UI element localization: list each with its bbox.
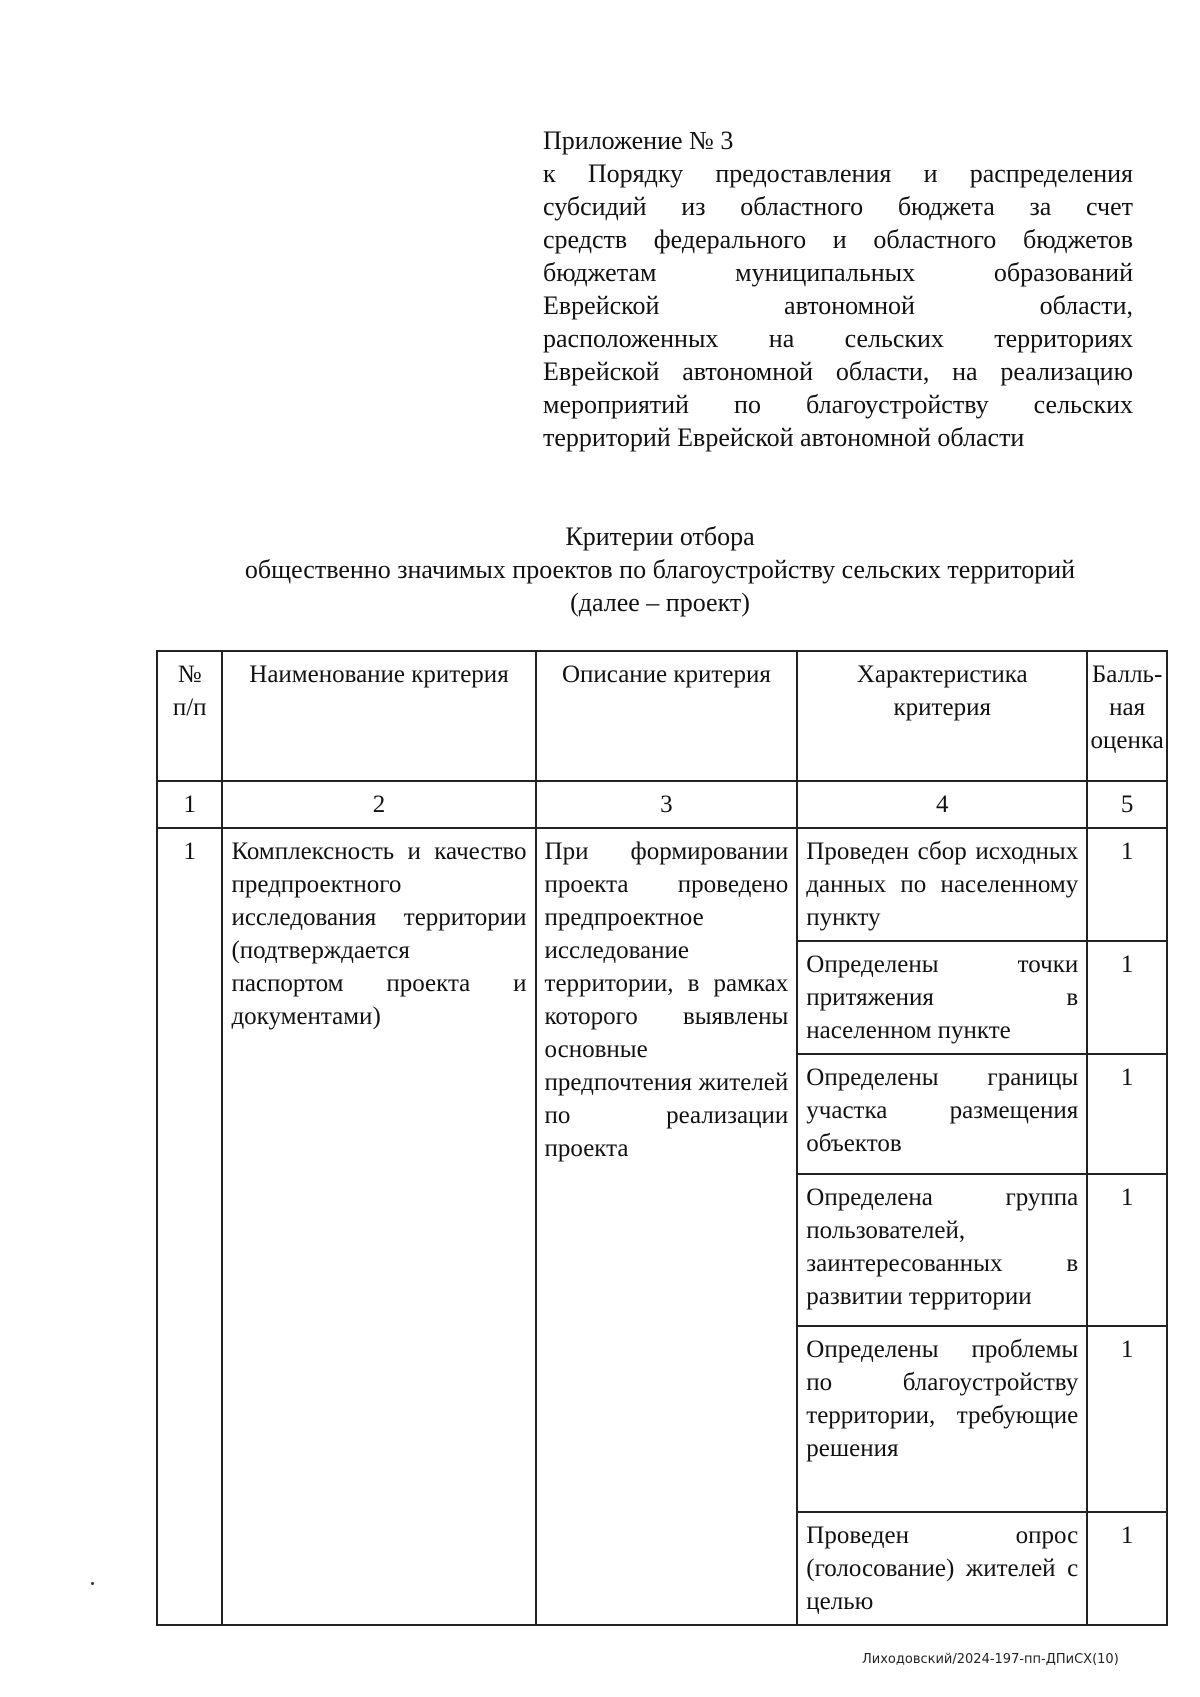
row-num: 1 [157, 828, 222, 1625]
column-number: 3 [536, 781, 798, 828]
document-title [130, 520, 1190, 619]
appendix-line: расположенных на сельских территориях [543, 324, 1133, 353]
header-characteristic: Характеристика критерия [797, 651, 1087, 781]
appendix-line: Еврейской автономной области, [543, 291, 1133, 320]
score-cell: 1 [1087, 1054, 1167, 1174]
header-description: Описание критерия [536, 651, 798, 781]
appendix-line: к Порядку предоставления и распределения [543, 159, 1133, 188]
header-name: Наименование критерия [222, 651, 535, 781]
title-line-2: общественно значимых проектов по благоустройству сельских территорий [244, 555, 1076, 584]
appendix-line: Еврейской автономной области, на реализацию [543, 357, 1133, 386]
title-line-1: Критерии отбора [565, 522, 755, 551]
score-cell: 1 [1087, 1174, 1167, 1326]
scan-speck [91, 1582, 94, 1585]
score-cell: 1 [1087, 1512, 1167, 1625]
characteristic-cell: Определены границы участка размещения объектов [797, 1054, 1087, 1174]
table-row [157, 828, 1167, 941]
appendix-line: средств федерального и областного бюджетов [543, 225, 1133, 254]
column-number: 2 [222, 781, 535, 828]
characteristic-cell: Проведен сбор исходных данных по населенному пункту [797, 828, 1087, 941]
criteria-table [156, 650, 1168, 1626]
criterion-name: Комплексность и качество предпроектного исследования территории (подтверждается паспортом проекта и документами) [222, 828, 535, 1625]
column-number: 1 [157, 781, 222, 828]
table-header-row [157, 651, 1167, 781]
score-cell: 1 [1087, 1326, 1167, 1512]
appendix-line: территорий Еврейской автономной области [543, 423, 1025, 452]
column-number: 5 [1087, 781, 1167, 828]
score-cell: 1 [1087, 941, 1167, 1054]
column-number-row [157, 781, 1167, 828]
appendix-line: субсидий из областного бюджета за счет [543, 192, 1133, 221]
characteristic-cell: Определены точки притяжения в населенном пункте [797, 941, 1087, 1054]
criterion-description: При формировании проекта проведено предпроектное исследование территории, в рамках которого выявлены основные предпочтения жителей по реализации проекта [536, 828, 798, 1625]
appendix-heading: Приложение № 3 [543, 126, 734, 155]
score-cell: 1 [1087, 828, 1167, 941]
appendix-line: бюджетам муниципальных образований [543, 258, 1133, 287]
column-number: 4 [797, 781, 1087, 828]
characteristic-cell: Проведен опрос (голосование) жителей с целью [797, 1512, 1087, 1625]
characteristic-cell: Определена группа пользователей, заинтересованных в развитии территории [797, 1174, 1087, 1326]
characteristic-cell: Определены проблемы по благоустройству территории, требующие решения [797, 1326, 1087, 1512]
appendix-line: мероприятий по благоустройству сельских [543, 390, 1133, 419]
header-num: № п/п [157, 651, 222, 781]
header-score: Балль-ная оценка [1087, 651, 1167, 781]
appendix-block [543, 124, 1133, 454]
title-line-3: (далее – проект) [570, 588, 750, 617]
document-footer-code: Лиходовский/2024-197-пп-ДПиСХ(10) [862, 1652, 1119, 1667]
